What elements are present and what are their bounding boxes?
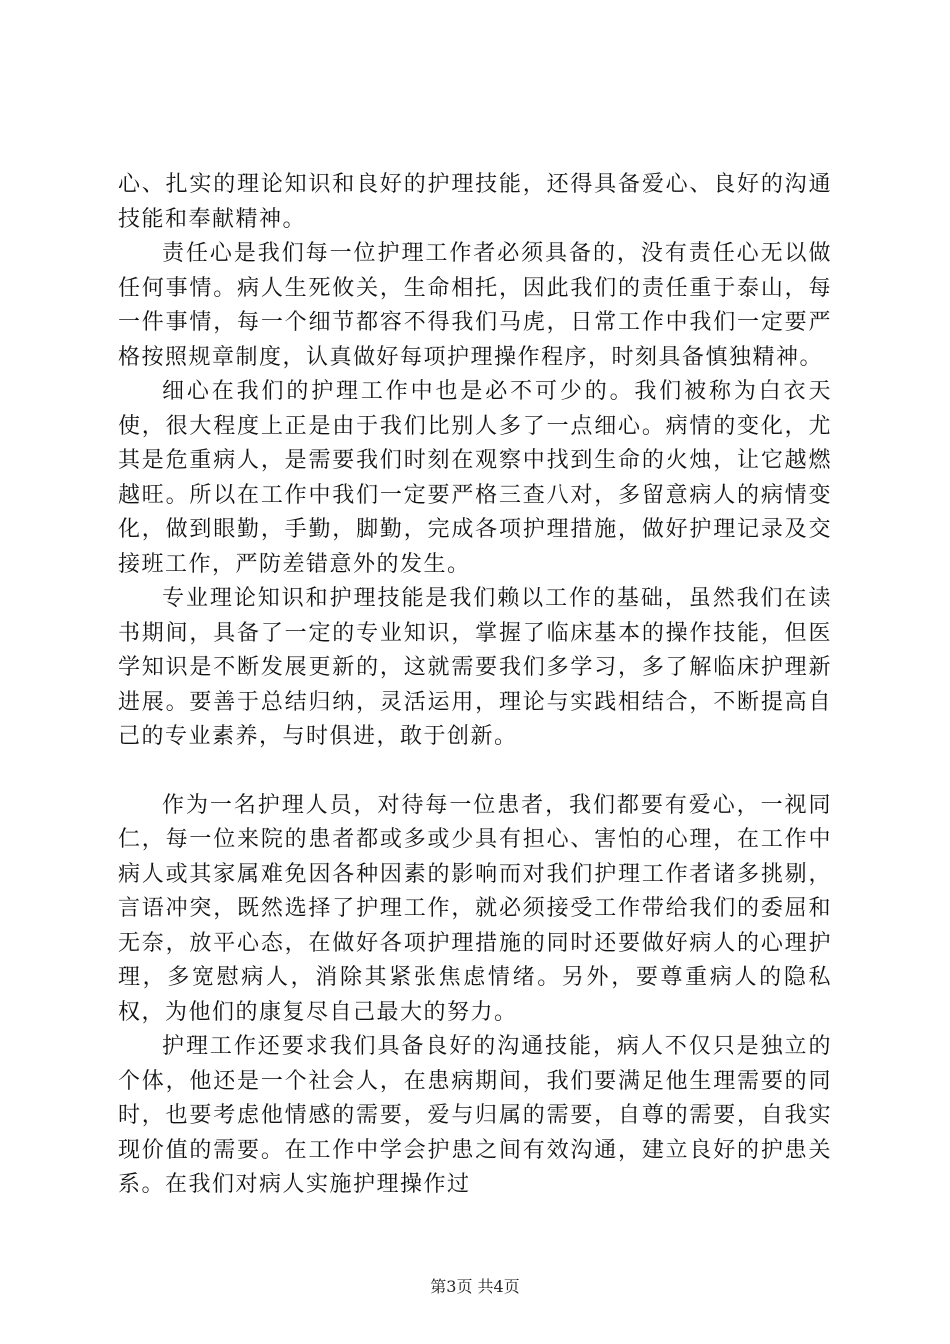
paragraph-gap <box>118 755 832 789</box>
paragraph-carefulness: 细心在我们的护理工作中也是必不可少的。我们被称为白衣天使，很大程度上正是由于我们比别人多了一点细心。病情的变化，尤其是危重病人，是需要我们时刻在观察中找到生命的火烛，让它越燃越旺。所以在工作中我们一定要严格三查八对，多留意病人的病情变化，做到眼勤，手勤，脚勤，完成各项护理措施，做好护理记录及交接班工作，严防差错意外的发生。 <box>118 379 832 577</box>
paragraph-continuation: 心、扎实的理论知识和良好的护理技能，还得具备爱心、良好的沟通技能和奉献精神。 <box>118 172 832 232</box>
paragraph-communication: 护理工作还要求我们具备良好的沟通技能，病人不仅只是独立的个体，他还是一个社会人，在患病期间，我们要满足他生理需要的同时，也要考虑他情感的需要，爱与归属的需要，自尊的需要，自我实现价值的需要。在工作中学会护患之间有效沟通，建立良好的护患关系。在我们对病人实施护理操作过 <box>118 1034 832 1197</box>
paragraph-love: 作为一名护理人员，对待每一位患者，我们都要有爱心，一视同仁，每一位来院的患者都或多或少具有担心、害怕的心理，在工作中病人或其家属难免因各种因素的影响而对我们护理工作者诸多挑剔，言语冲突，既然选择了护理工作，就必须接受工作带给我们的委屈和无奈，放平心态，在做好各项护理措施的同时还要做好病人的心理护理，多宽慰病人，消除其紧张焦虑情绪。另外，要尊重病人的隐私权，为他们的康复尽自己最大的努力。 <box>118 792 832 1025</box>
paragraph-professional-knowledge: 专业理论知识和护理技能是我们赖以工作的基础，虽然我们在读书期间，具备了一定的专业知识，掌握了临床基本的操作技能，但医学知识是不断发展更新的，这就需要我们多学习，多了解临床护理新进展。要善于总结归纳，灵活运用，理论与实践相结合，不断提高自己的专业素养，与时俱进，敢于创新。 <box>118 586 832 749</box>
page-number-footer: 第3页 共4页 <box>430 1277 520 1296</box>
paragraph-responsibility: 责任心是我们每一位护理工作者必须具备的，没有责任心无以做任何事情。病人生死攸关，生命相托，因此我们的责任重于泰山，每一件事情，每一个细节都容不得我们马虎，日常工作中我们一定要严格按照规章制度，认真做好每项护理操作程序，时刻具备慎独精神。 <box>118 241 832 370</box>
document-body <box>118 168 832 1203</box>
